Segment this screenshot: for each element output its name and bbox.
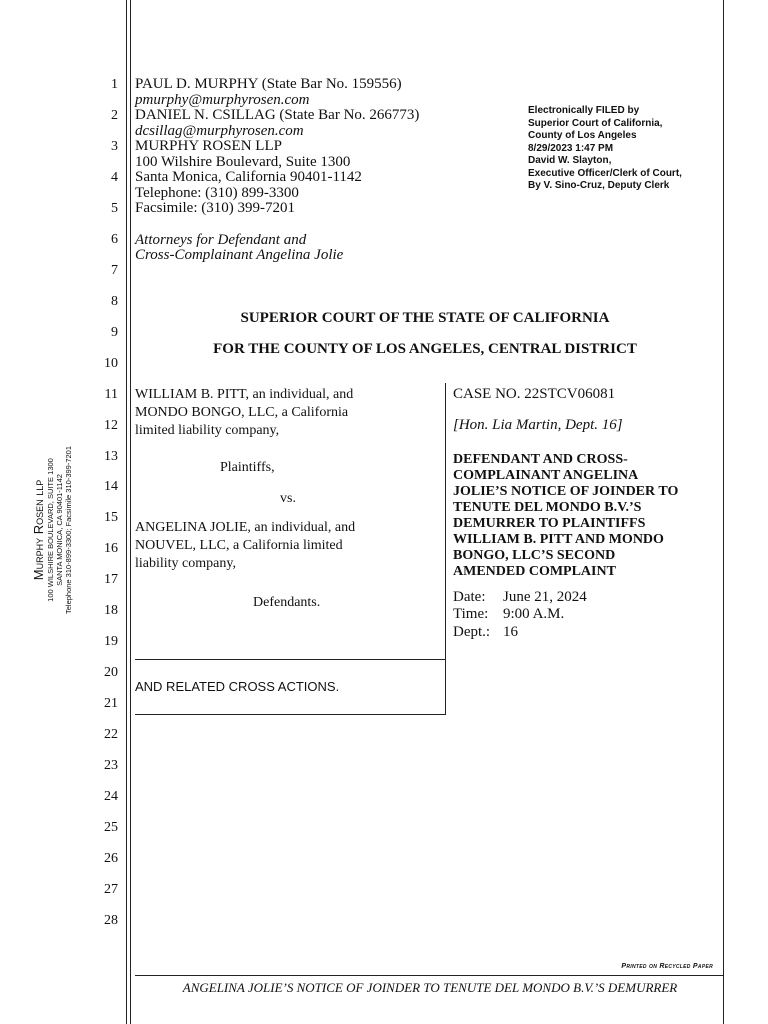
hearing-dept-value: 16 (503, 624, 518, 640)
firm-sidebar-stamp (31, 446, 73, 614)
line-number: 22 (104, 727, 118, 743)
caption-rule-middle (135, 659, 446, 660)
hearing-date-label: Date: (453, 589, 486, 605)
counsel-name-1: PAUL D. MURPHY (State Bar No. 159556) (135, 76, 402, 92)
court-name-line-1: SUPERIOR COURT OF THE STATE OF CALIFORNIA (240, 310, 610, 326)
document-title-line: JOLIE’S NOTICE OF JOINDER TO (453, 484, 679, 499)
hearing-date-value: June 21, 2024 (503, 589, 587, 605)
line-number: 17 (104, 572, 118, 588)
document-title-line: TENUTE DEL MONDO B.V.’S (453, 500, 642, 515)
line-number: 4 (111, 169, 118, 185)
line-number: 11 (104, 386, 118, 402)
filed-stamp-line: Executive Officer/Clerk of Court, (528, 167, 682, 179)
line-number: 14 (104, 479, 118, 495)
line-number: 6 (111, 231, 118, 247)
filed-stamp-line: Electronically FILED by (528, 105, 640, 116)
plaintiff-line-2: MONDO BONGO, LLC, a California (135, 405, 349, 420)
footer-rule (135, 975, 723, 976)
left-margin-rule-inner (130, 0, 131, 1024)
line-number: 15 (104, 510, 118, 526)
line-number: 2 (111, 107, 118, 123)
sidebar-address: 100 WILSHIRE BOULEVARD, SUITE 1300 (46, 458, 55, 602)
line-number: 7 (111, 262, 118, 278)
plaintiff-line-1: WILLIAM B. PITT, an individual, and (135, 387, 354, 402)
line-number: 3 (111, 138, 118, 154)
court-name-line-2: FOR THE COUNTY OF LOS ANGELES, CENTRAL DISTRICT (213, 341, 637, 357)
line-number: 23 (104, 758, 118, 774)
line-number: 24 (104, 789, 118, 805)
versus-label: vs. (280, 491, 296, 506)
plaintiff-line-3: limited liability company, (135, 423, 280, 438)
defendant-line-3: liability company, (135, 556, 236, 571)
sidebar-city: SANTA MONICA, CA 90401-1142 (55, 474, 64, 586)
footer-title: ANGELINA JOLIE’S NOTICE OF JOINDER TO TENUTE DEL MONDO B.V.’S DEMURRER (182, 980, 678, 995)
caption-rule-bottom (135, 714, 446, 715)
recycled-paper-notice: Printed on Recycled Paper (621, 963, 713, 970)
line-number: 25 (104, 820, 118, 836)
line-number: 19 (104, 634, 118, 650)
counsel-email-2: dcsillag@murphyrosen.com (135, 123, 304, 139)
line-number: 12 (104, 417, 118, 433)
filed-stamp-line: By V. Sino-Cruz, Deputy Clerk (528, 180, 670, 191)
document-title (453, 452, 723, 580)
line-number: 27 (104, 881, 118, 897)
line-number: 1 (111, 77, 118, 92)
counsel-facsimile: Facsimile: (310) 399-7201 (135, 200, 295, 216)
filed-stamp-line: 8/29/2023 1:47 PM (528, 142, 614, 154)
sidebar-firm-name: Murphy Rosen llp (31, 479, 46, 581)
document-title-line: DEMURRER TO PLAINTIFFS (453, 516, 646, 531)
line-number: 5 (111, 200, 118, 216)
document-title-line: DEFENDANT AND CROSS- (453, 452, 628, 467)
attorneys-for-line-1: Attorneys for Defendant and (135, 232, 307, 248)
line-number: 10 (104, 355, 118, 371)
counsel-address-2: Santa Monica, California 90401-1142 (135, 169, 362, 185)
document-title-line: WILLIAM B. PITT AND MONDO (453, 532, 664, 547)
left-margin-rule-outer (126, 0, 127, 1024)
document-title-line: BONGO, LLC’S SECOND (453, 548, 616, 563)
hearing-time-label: Time: (453, 606, 489, 622)
hearing-dept-label: Dept.: (453, 624, 491, 640)
counsel-name-2: DANIEL N. CSILLAG (State Bar No. 266773) (135, 107, 420, 123)
counsel-email-1: pmurphy@murphyrosen.com (135, 92, 310, 108)
line-number: 13 (104, 448, 118, 464)
line-number: 16 (104, 541, 118, 557)
line-number: 18 (104, 603, 118, 619)
defendant-line-2: NOUVEL, LLC, a California limited (135, 538, 343, 553)
counsel-firm: MURPHY ROSEN LLP (135, 138, 282, 154)
line-number: 26 (104, 851, 118, 866)
hearing-time-value: 9:00 A.M. (503, 606, 565, 622)
electronic-filing-stamp (528, 105, 682, 193)
plaintiffs-label: Plaintiffs, (220, 460, 275, 475)
caption-divider (445, 383, 446, 715)
judge-assignment: [Hon. Lia Martin, Dept. 16] (453, 417, 623, 433)
document-title-line: AMENDED COMPLAINT (453, 564, 616, 579)
right-margin-rule (723, 0, 724, 1024)
defendant-line-1: ANGELINA JOLIE, an individual, and (135, 520, 356, 535)
case-number: CASE NO. 22STCV06081 (453, 386, 616, 402)
line-number: 20 (104, 665, 118, 681)
defendants-label: Defendants. (253, 595, 321, 610)
related-actions: AND RELATED CROSS ACTIONS. (135, 679, 340, 694)
filed-stamp-line: David W. Slayton, (528, 155, 612, 166)
document-title-line: COMPLAINANT ANGELINA (453, 468, 639, 483)
filed-stamp-line: Superior Court of California, (528, 117, 663, 129)
filed-stamp-line: County of Los Angeles (528, 130, 637, 141)
line-number: 8 (111, 293, 118, 309)
counsel-address-1: 100 Wilshire Boulevard, Suite 1300 (135, 154, 351, 170)
sidebar-phones: Telephone 310-899-3300; Facsimile 310-399-7201 (64, 445, 73, 615)
line-number: 21 (104, 696, 118, 712)
line-number: 9 (111, 324, 118, 340)
counsel-telephone: Telephone: (310) 899-3300 (135, 185, 299, 201)
attorneys-for-line-2: Cross-Complainant Angelina Jolie (135, 247, 344, 263)
line-number: 28 (104, 912, 118, 928)
